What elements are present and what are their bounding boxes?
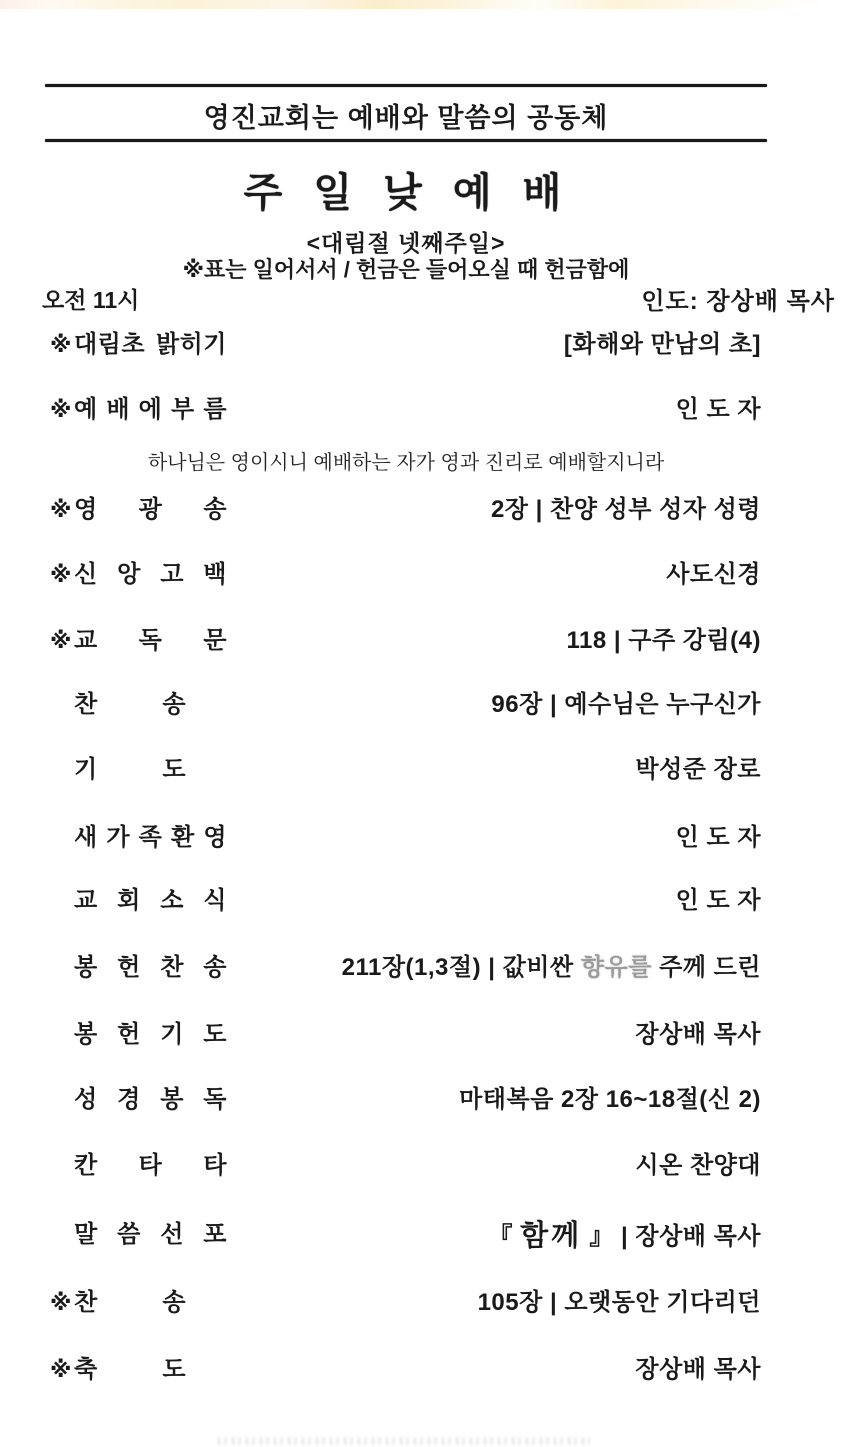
order-row-label: 찬 송 (74, 1289, 186, 1316)
standing-asterisk: ※ (50, 1290, 72, 1315)
order-row (0, 560, 860, 590)
order-row-value: 2장 | 찬양 성부 성자 성령 (490, 496, 761, 523)
order-row (0, 886, 860, 916)
header-rule-bottom (45, 139, 767, 142)
order-row-label: 기 도 (74, 756, 186, 783)
order-row (0, 1085, 860, 1115)
order-row (0, 823, 860, 853)
order-row-label: 새 가 족 환 영 (74, 824, 227, 851)
order-row-value: 마태복음 2장 16~18절(신 2) (459, 1086, 761, 1113)
order-row-label: 교 독 문 (74, 627, 227, 654)
order-row-value: 105장 | 오랫동안 기다리던 (477, 1289, 761, 1316)
order-row-label: 말 씀 선 포 (74, 1221, 227, 1248)
order-row-label: 예 배 에 부 름 (74, 396, 227, 423)
standing-asterisk: ※ (50, 497, 72, 522)
order-row-value: [화해와 만남의 초] (563, 331, 761, 358)
order-row (0, 1020, 860, 1050)
service-time: 오전 11시 (42, 287, 140, 313)
order-row (0, 953, 860, 983)
order-row-label: 축 도 (74, 1356, 186, 1383)
order-row (0, 330, 860, 360)
order-row-value: 시온 찬양대 (635, 1152, 761, 1179)
order-row-label: 교 회 소 식 (74, 887, 227, 914)
standing-offering-note: ※표는 일어서서 / 헌금은 들어오실 때 헌금함에 (182, 257, 630, 282)
order-row-label: 봉 헌 기 도 (74, 1021, 227, 1048)
service-leader: 인도: 장상배 목사 (641, 288, 835, 315)
header-rule-top (45, 84, 767, 87)
order-row (0, 690, 860, 720)
order-row-label: 영 광 송 (74, 496, 227, 523)
order-row-value: 인 도 자 (675, 887, 761, 914)
order-row-label: 대림초 밝히기 (74, 331, 227, 358)
order-row-value: 사도신경 (666, 561, 761, 588)
season-subtitle: <대림절 넷째주일> (306, 230, 506, 256)
order-row (0, 1151, 860, 1181)
standing-asterisk: ※ (50, 628, 72, 653)
order-row (0, 1355, 860, 1385)
order-row-value: 96장 | 예수님은 누구신가 (491, 691, 761, 718)
order-row (0, 626, 860, 656)
order-row-value: 『 함께 』 | 장상배 목사 (488, 1220, 761, 1252)
order-row (0, 395, 860, 425)
order-row-value: 장상배 목사 (635, 1021, 761, 1048)
service-title: 주 일 낮 예 배 (243, 171, 569, 215)
order-row-value: 인 도 자 (675, 396, 761, 423)
standing-asterisk: ※ (50, 1357, 72, 1382)
order-row-value: 박성준 장로 (635, 756, 761, 783)
scan-artifact-bottom (218, 1437, 590, 1445)
order-row-value: 211장(1,3절) | 값비싼 향유를 주께 드린 (341, 954, 761, 981)
call-to-worship-scripture: 하나님은 영이시니 예배하는 자가 영과 진리로 예배할지니라 (147, 452, 665, 474)
order-row-value: 장상배 목사 (635, 1356, 761, 1383)
order-row-value: 118 | 구주 강림(4) (566, 627, 761, 654)
order-row-label: 칸 타 타 (74, 1152, 227, 1179)
scan-artifact-top (0, 0, 860, 9)
order-row (0, 495, 860, 525)
standing-asterisk: ※ (50, 397, 72, 422)
church-motto: 영진교회는 예배와 말씀의 공동체 (203, 103, 609, 133)
order-row (0, 755, 860, 785)
order-row-label: 성 경 봉 독 (74, 1086, 227, 1113)
order-row-label: 신 앙 고 백 (74, 561, 227, 588)
standing-asterisk: ※ (50, 562, 72, 587)
order-row (0, 1288, 860, 1318)
order-row-label: 찬 송 (74, 691, 186, 718)
order-row-value: 인 도 자 (675, 824, 761, 851)
order-row (0, 1220, 860, 1250)
order-row-label: 봉 헌 찬 송 (74, 954, 227, 981)
standing-asterisk: ※ (50, 332, 72, 357)
